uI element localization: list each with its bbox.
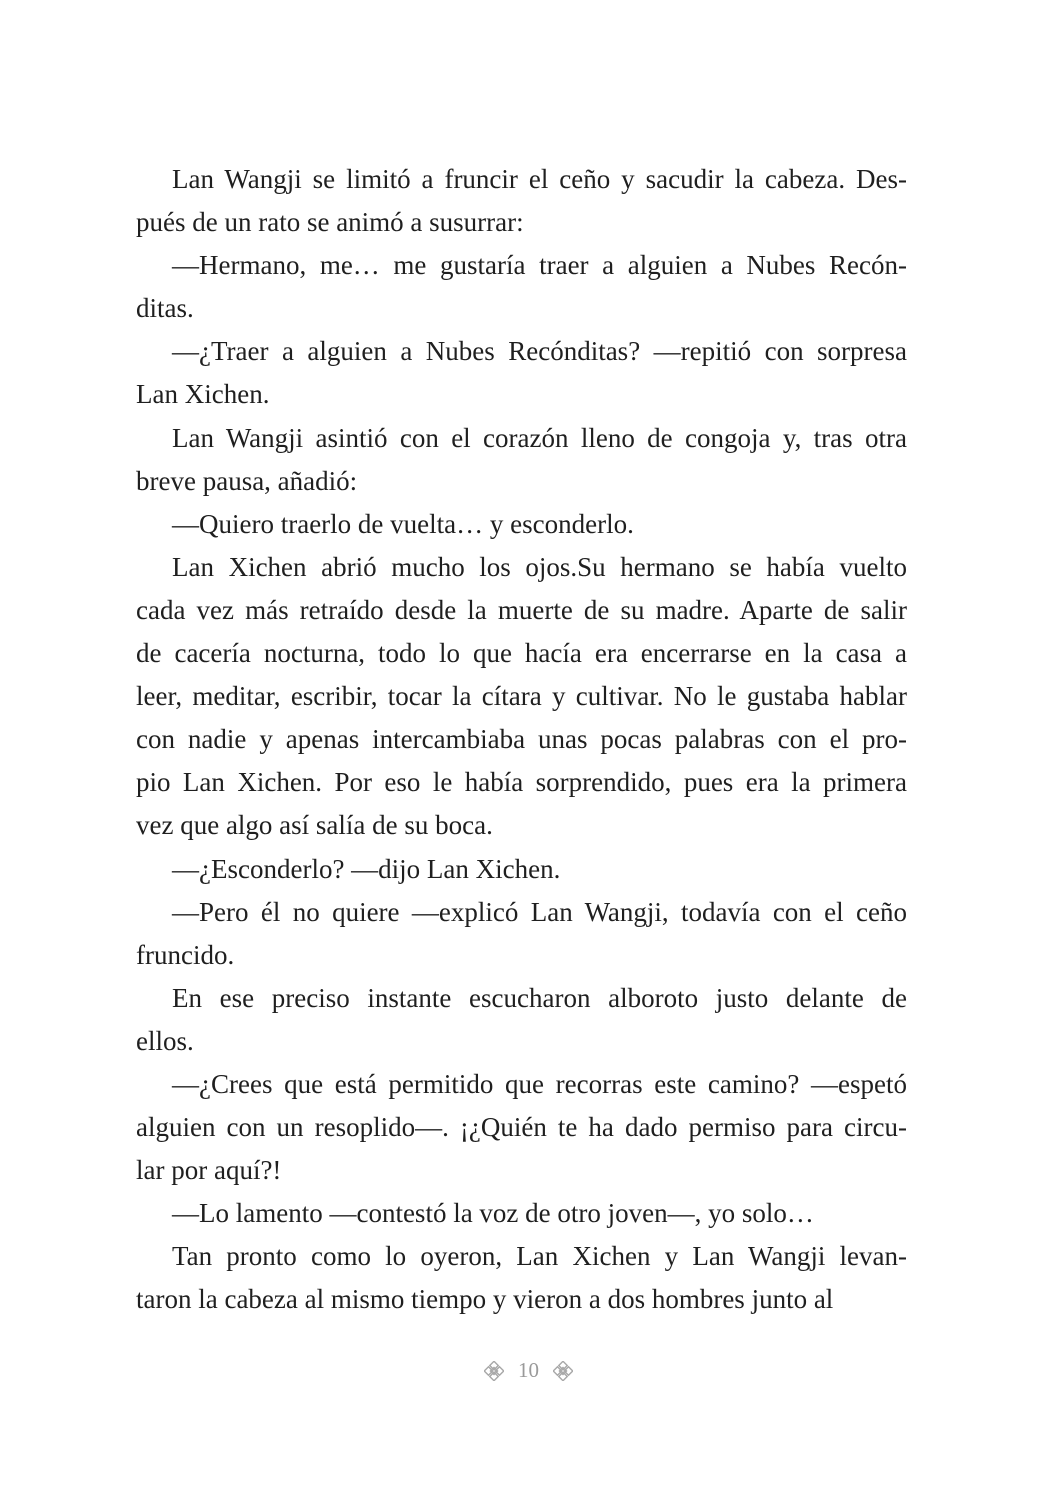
text-line: Lan Wangji se limitó a fruncir el ceño y sacudir la cabeza. Des- [172, 164, 907, 194]
paragraph [136, 977, 907, 1063]
paragraph [136, 417, 907, 503]
text-line: pués de un rato se animó a susurrar: [136, 207, 524, 238]
page-number: 10 [518, 1358, 539, 1382]
text-line: breve pausa, añadió: [136, 465, 358, 496]
text-line: —Pero él no quiere —explicó Lan Wangji, todavía con el ceño [172, 896, 907, 927]
paragraph [136, 546, 907, 848]
text-line: Lan Wangji asintió con el corazón lleno de congoja y, tras otra [172, 422, 907, 453]
text-line: En ese preciso instante escucharon alboroto justo delante de [172, 982, 907, 1013]
text-line: —Lo lamento —contestó la voz de otro joven—, yo solo… [172, 1198, 814, 1229]
knot-ornament-icon [553, 1361, 573, 1381]
text-line: —¿Crees que está permitido que recorras este camino? —espetó [172, 1068, 907, 1099]
text-line: de cacería nocturna, todo lo que hacía era encerrarse en la casa a [136, 638, 907, 669]
text-line: cada vez más retraído desde la muerte de su madre. Aparte de salir [136, 594, 907, 625]
text-line: —Quiero traerlo de vuelta… y esconderlo. [172, 508, 634, 539]
paragraph [136, 1063, 907, 1192]
text-line: fruncido. [136, 939, 235, 970]
text-line: leer, meditar, escribir, tocar la cítara y cultivar. No le gustaba hablar [136, 681, 907, 712]
text-line: vez que algo así salía de su boca. [136, 810, 493, 841]
text-line: con nadie y apenas intercambiaba unas pocas palabras con el pro- [136, 724, 907, 755]
paragraph [136, 330, 907, 416]
text-line: Lan Xichen. [136, 379, 270, 410]
text-line: ellos. [136, 1025, 194, 1056]
paragraph [136, 244, 907, 330]
page-footer [0, 1358, 1057, 1383]
text-line: —¿Traer a alguien a Nubes Recónditas? —repitió con sorpresa [172, 336, 907, 367]
text-line: —¿Esconderlo? —dijo Lan Xichen. [172, 853, 561, 884]
body-text [136, 158, 907, 1322]
paragraph [136, 891, 907, 977]
paragraph [136, 158, 907, 244]
text-line: alguien con un resoplido—. ¡¿Quién te ha dado permiso para circu- [136, 1112, 907, 1143]
text-line: ditas. [136, 293, 194, 324]
text-line: lar por aquí?! [136, 1155, 282, 1186]
text-line: Lan Xichen abrió mucho los ojos.Su hermano se había vuelto [172, 551, 907, 582]
paragraph [136, 1235, 907, 1321]
text-line: taron la cabeza al mismo tiempo y vieron a dos hombres junto al [136, 1284, 834, 1315]
knot-ornament-icon [484, 1361, 504, 1381]
text-line: Tan pronto como lo oyeron, Lan Xichen y Lan Wangji levan- [172, 1241, 907, 1272]
text-line: —Hermano, me… me gustaría traer a alguien a Nubes Recón- [172, 250, 907, 281]
paragraph [136, 848, 907, 891]
paragraph [136, 503, 907, 546]
text-line: pio Lan Xichen. Por eso le había sorprendido, pues era la primera [136, 767, 907, 798]
paragraph [136, 1192, 907, 1235]
